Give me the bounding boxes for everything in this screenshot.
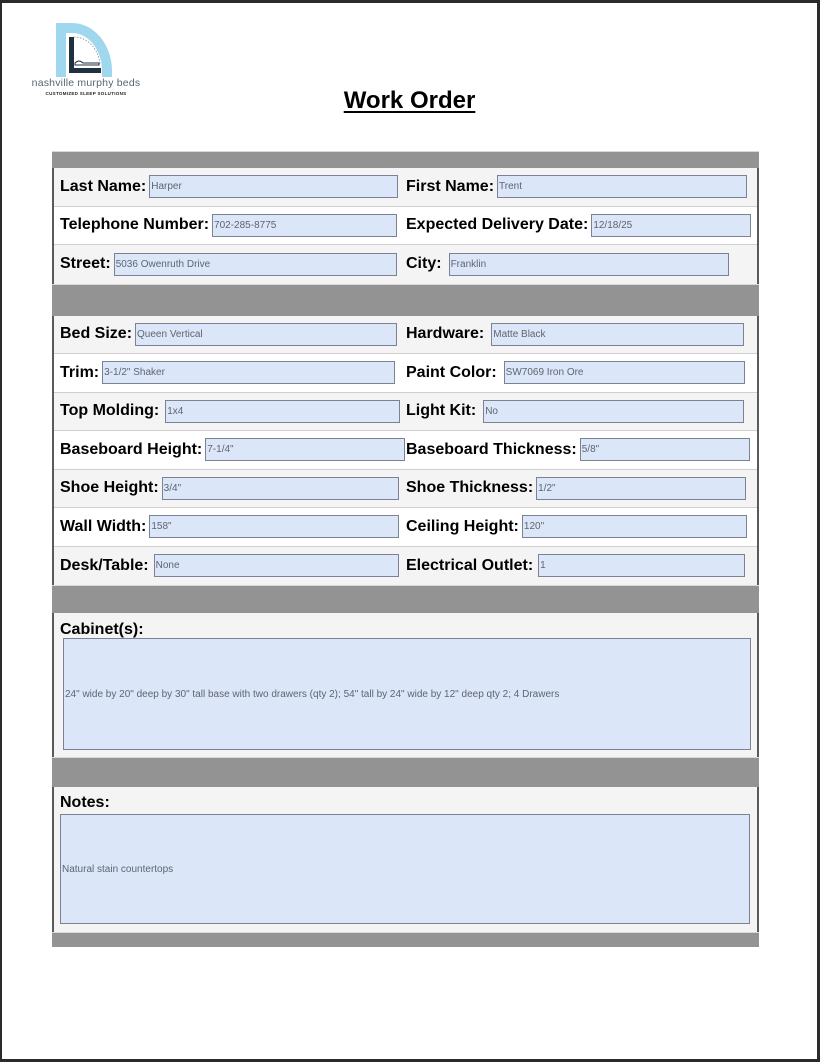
telephone-field [60, 207, 397, 245]
trim-input[interactable]: 3-1/2" Shaker [102, 361, 395, 384]
form-row [54, 547, 757, 586]
first-name-label: First Name: [406, 177, 495, 195]
baseboard-height-field [60, 431, 405, 469]
section-divider [52, 585, 759, 613]
first-name-field [406, 168, 747, 206]
form-row [54, 508, 757, 547]
section-divider [52, 757, 759, 787]
murphy-bed-logo-icon [54, 23, 114, 77]
notes-label: Notes: [60, 794, 110, 811]
form-row [54, 354, 757, 393]
bed-size-label: Bed Size: [60, 325, 133, 343]
delivery-date-field [406, 207, 751, 245]
form-row [54, 470, 757, 509]
cabinets-section [52, 613, 759, 757]
shoe-height-field [60, 470, 399, 508]
baseboard-height-label: Baseboard Height: [60, 440, 203, 458]
customer-section [52, 168, 759, 284]
form-row [54, 316, 757, 355]
ceiling-height-label: Ceiling Height: [406, 517, 519, 535]
bed-size-input[interactable]: Queen Vertical [135, 323, 397, 346]
paint-color-input[interactable]: SW7069 Iron Ore [504, 361, 745, 384]
page-title-text: Work Order [343, 87, 476, 114]
work-order-form [52, 151, 759, 947]
logo-tagline: CUSTOMIZED SLEEP SOLUTIONS [45, 91, 127, 96]
city-input[interactable]: Franklin [449, 253, 729, 276]
paint-color-field [406, 354, 745, 392]
page-title [2, 87, 817, 115]
cabinets-textarea[interactable]: 24" wide by 20" deep by 30" tall base with two drawers (qty 2); 54" tall by 24" wide by 12" deep qty 2; 4 Drawers [63, 638, 751, 750]
top-molding-label: Top Molding: [60, 402, 160, 420]
logo-company-name: nashville murphy beds [31, 77, 141, 89]
section-divider [52, 151, 759, 168]
street-label: Street: [60, 255, 111, 273]
baseboard-thickness-field [406, 431, 750, 469]
paint-color-label: Paint Color: [406, 363, 497, 381]
trim-field [60, 354, 395, 392]
electrical-outlet-field [406, 547, 745, 586]
city-field [406, 245, 729, 284]
last-name-field [60, 168, 398, 206]
light-kit-field [406, 393, 744, 431]
wall-width-label: Wall Width: [60, 517, 147, 535]
hardware-input[interactable]: Matte Black [491, 323, 744, 346]
ceiling-height-field [406, 508, 747, 546]
form-row [54, 168, 757, 207]
form-row [54, 431, 757, 470]
shoe-height-input[interactable]: 3/4" [162, 477, 399, 500]
ceiling-height-input[interactable]: 120" [522, 515, 747, 538]
shoe-height-label: Shoe Height: [60, 479, 159, 497]
delivery-date-label: Expected Delivery Date: [406, 216, 589, 234]
desk-table-field [60, 547, 399, 586]
wall-width-field [60, 508, 399, 546]
section-divider [52, 284, 759, 316]
specs-section [52, 316, 759, 586]
last-name-label: Last Name: [60, 177, 147, 195]
top-molding-field [60, 393, 400, 431]
notes-textarea[interactable]: Natural stain countertops [60, 814, 750, 924]
delivery-date-input[interactable]: 12/18/25 [591, 214, 751, 237]
trim-label: Trim: [60, 363, 100, 381]
notes-section [52, 787, 759, 932]
baseboard-height-input[interactable]: 7-1/4" [205, 438, 405, 461]
section-divider [52, 932, 759, 947]
city-label: City: [406, 255, 442, 273]
wall-width-input[interactable]: 158" [149, 515, 399, 538]
street-field [60, 245, 397, 284]
shoe-thickness-input[interactable]: 1/2" [536, 477, 746, 500]
baseboard-thickness-input[interactable]: 5/8" [580, 438, 750, 461]
last-name-input[interactable]: Harper [149, 175, 398, 198]
desk-table-input[interactable]: None [154, 554, 399, 577]
cabinets-label: Cabinet(s): [60, 621, 144, 638]
light-kit-label: Light Kit: [406, 402, 477, 420]
form-row [54, 245, 757, 284]
telephone-input[interactable]: 702-285-8775 [212, 214, 397, 237]
electrical-outlet-input[interactable]: 1 [538, 554, 745, 577]
light-kit-input[interactable]: No [483, 400, 744, 423]
telephone-label: Telephone Number: [60, 216, 210, 234]
top-molding-input[interactable]: 1x4 [165, 400, 400, 423]
desk-table-label: Desk/Table: [60, 556, 149, 574]
street-input[interactable]: 5036 Owenruth Drive [114, 253, 397, 276]
baseboard-thickness-label: Baseboard Thickness: [406, 440, 577, 458]
hardware-field [406, 316, 744, 354]
hardware-label: Hardware: [406, 325, 485, 343]
shoe-thickness-field [406, 470, 746, 508]
shoe-thickness-label: Shoe Thickness: [406, 479, 534, 497]
first-name-input[interactable]: Trent [497, 175, 747, 198]
bed-size-field [60, 316, 397, 354]
form-row [54, 393, 757, 432]
electrical-outlet-label: Electrical Outlet: [406, 556, 534, 574]
work-order-page [2, 3, 817, 1059]
form-row [54, 207, 757, 246]
